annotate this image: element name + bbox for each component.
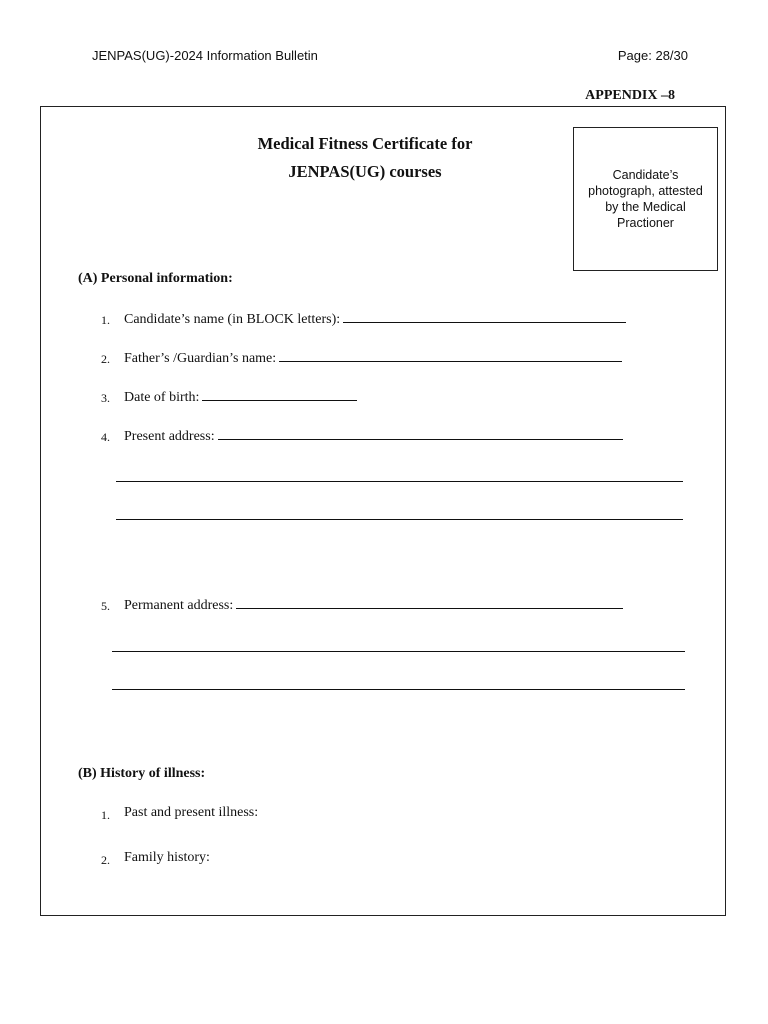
candidate-name-line[interactable]	[343, 310, 626, 323]
item-b1-number: 1.	[101, 808, 110, 822]
past-illness-label: Past and present illness:	[124, 805, 259, 820]
section-a-heading: (A) Personal information:	[78, 271, 233, 286]
item-a3-number: 3.	[101, 391, 110, 405]
item-a5-number: 5.	[101, 599, 110, 613]
guardian-name-label: Father’s /Guardian’s name:	[124, 351, 277, 366]
section-b-heading: (B) History of illness:	[78, 766, 206, 781]
present-address-field[interactable]	[124, 427, 623, 445]
appendix-label: APPENDIX –8	[585, 88, 675, 103]
permanent-address-field[interactable]	[124, 596, 623, 614]
photograph-box	[573, 127, 718, 271]
bulletin-title: JENPAS(UG)-2024 Information Bulletin	[92, 48, 318, 63]
guardian-name-line[interactable]	[279, 349, 622, 362]
item-a1-number: 1.	[101, 313, 110, 327]
date-of-birth-field[interactable]	[124, 388, 357, 406]
permanent-address-line-3[interactable]	[112, 689, 685, 690]
item-a4-number: 4.	[101, 430, 110, 444]
photograph-box-text: Candidate’s photograph, attested by the Medical Practioner	[588, 168, 703, 230]
page-number: Page: 28/30	[617, 48, 688, 63]
permanent-address-label: Permanent address:	[124, 598, 234, 613]
present-address-line-3[interactable]	[116, 519, 683, 520]
date-of-birth-label: Date of birth:	[124, 390, 200, 405]
family-history-label: Family history:	[124, 850, 210, 865]
certificate-title-line2: JENPAS(UG) courses	[288, 162, 442, 181]
present-address-line-2[interactable]	[116, 481, 683, 482]
present-address-label: Present address:	[124, 429, 215, 444]
item-b2-number: 2.	[101, 853, 110, 867]
permanent-address-line-2[interactable]	[112, 651, 685, 652]
permanent-address-line-1[interactable]	[236, 596, 623, 609]
candidate-name-label: Candidate’s name (in BLOCK letters):	[124, 312, 341, 327]
guardian-name-field[interactable]	[124, 349, 622, 367]
present-address-line-1[interactable]	[218, 427, 623, 440]
certificate-title-line1: Medical Fitness Certificate for	[257, 134, 473, 153]
item-a2-number: 2.	[101, 352, 110, 366]
date-of-birth-line[interactable]	[202, 388, 357, 401]
candidate-name-field[interactable]	[124, 310, 626, 328]
